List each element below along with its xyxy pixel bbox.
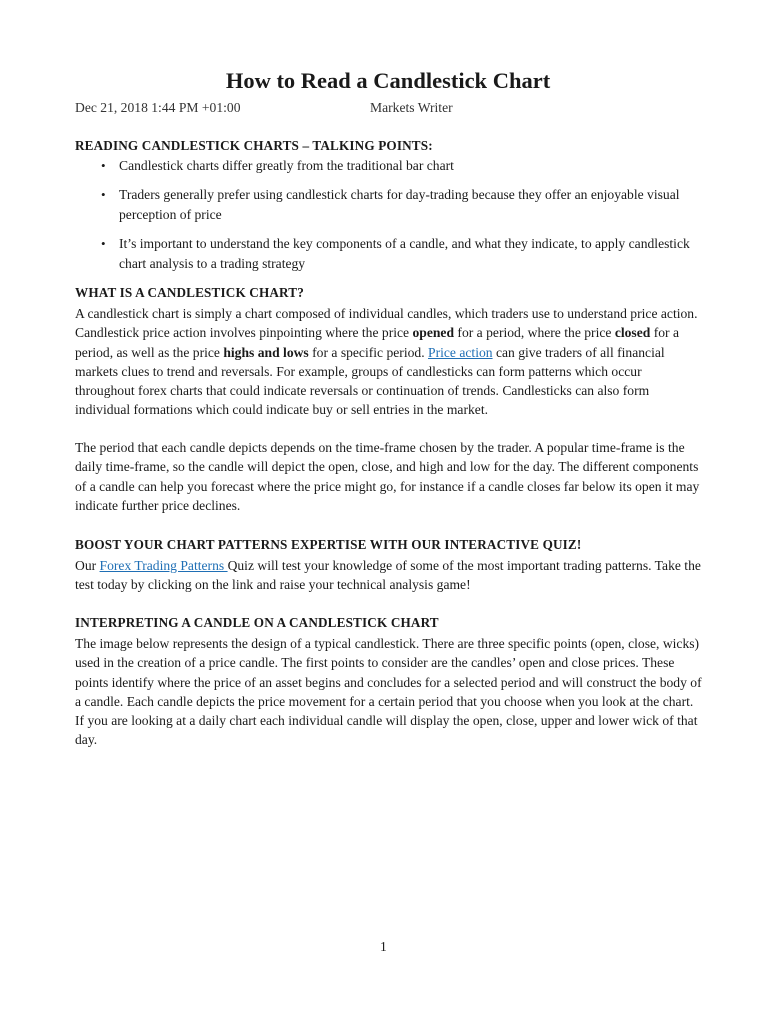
list-item bbox=[73, 185, 703, 225]
quiz-paragraph bbox=[75, 556, 703, 595]
text-run: can give traders of all financial markets clues to trend and reversals. For example, groups of candlesticks can form patterns which occur throughout forex charts that could indicate reversals or continuation of trends. Candlesticks can also form individual formations which could indicate buy or sell entries in the market. bbox=[75, 344, 665, 418]
talking-points-list bbox=[73, 156, 703, 283]
bold-term-opened: opened bbox=[412, 325, 455, 341]
bullet-icon: • bbox=[101, 158, 106, 173]
text-run: for a period, as well as the price bbox=[75, 325, 680, 360]
bullet-icon: • bbox=[101, 187, 106, 202]
price-action-link[interactable]: Price action bbox=[428, 344, 493, 360]
section-heading-quiz: BOOST YOUR CHART PATTERNS EXPERTISE WITH OUR INTERACTIVE QUIZ! bbox=[75, 537, 582, 552]
section-heading-talking-points: READING CANDLESTICK CHARTS – TALKING POINTS: bbox=[75, 138, 433, 153]
interpreting-paragraph: The image below represents the design of a typical candlestick. There are three specific points (open, close, wicks) used in the creation of a price candle. The first points to consider are the candles’ open and close prices. These points identify where the price of an asset begins and concludes for a selected period and will construct the body of a candle. Each candle depicts the price movement for a certain period that you choose when you look at the chart. If you are looking at a daily chart each individual candle will display the open, close, upper and lower wick of that day. bbox=[75, 636, 702, 748]
list-item-text: Traders generally prefer using candlestick charts for day-trading because they offer an enjoyable visual perception of price bbox=[119, 187, 680, 222]
page-title: How to Read a Candlestick Chart bbox=[225, 68, 551, 93]
publish-date: Dec 21, 2018 1:44 PM +01:00 bbox=[75, 100, 241, 115]
bold-term-closed: closed bbox=[614, 325, 651, 341]
bullet-icon: • bbox=[101, 236, 106, 251]
list-item bbox=[73, 234, 703, 274]
author-name: Markets Writer bbox=[370, 100, 453, 115]
section-heading-what-is: WHAT IS A CANDLESTICK CHART? bbox=[75, 285, 304, 300]
text-run: Our bbox=[75, 558, 100, 573]
forex-trading-patterns-link[interactable]: Forex Trading Patterns bbox=[99, 558, 228, 573]
what-is-paragraph-1 bbox=[75, 304, 703, 420]
section-heading-interpreting: INTERPRETING A CANDLE ON A CANDLESTICK CHART bbox=[75, 615, 439, 630]
what-is-paragraph-2: The period that each candle depicts depends on the time-frame chosen by the trader. A popular time-frame is the daily time-frame, so the candle will depict the open, close, and high and low for the day. The different components of a candle can help you forecast where the price might go, for instance if a candle closes far below its open it may indicate further price declines. bbox=[75, 440, 700, 513]
page-number: 1 bbox=[380, 939, 387, 954]
bold-term-highs-lows: highs and lows bbox=[223, 344, 309, 360]
list-item bbox=[73, 156, 703, 176]
text-run: for a period, where the price bbox=[454, 325, 615, 341]
list-item-text: Candlestick charts differ greatly from the traditional bar chart bbox=[119, 158, 454, 173]
list-item-text: It’s important to understand the key components of a candle, and what they indicate, to apply candlestick chart analysis to a trading strategy bbox=[119, 236, 690, 271]
text-run: for a specific period. bbox=[308, 344, 429, 360]
text-run: Quiz will test your knowledge of some of the most important trading patterns. Take the test today by clicking on the link and raise your technical analysis game! bbox=[75, 558, 701, 593]
text-run: A candlestick chart is simply a chart composed of individual candles, which traders use to understand price action. Candlestick price action involves pinpointing where the price bbox=[75, 306, 698, 341]
